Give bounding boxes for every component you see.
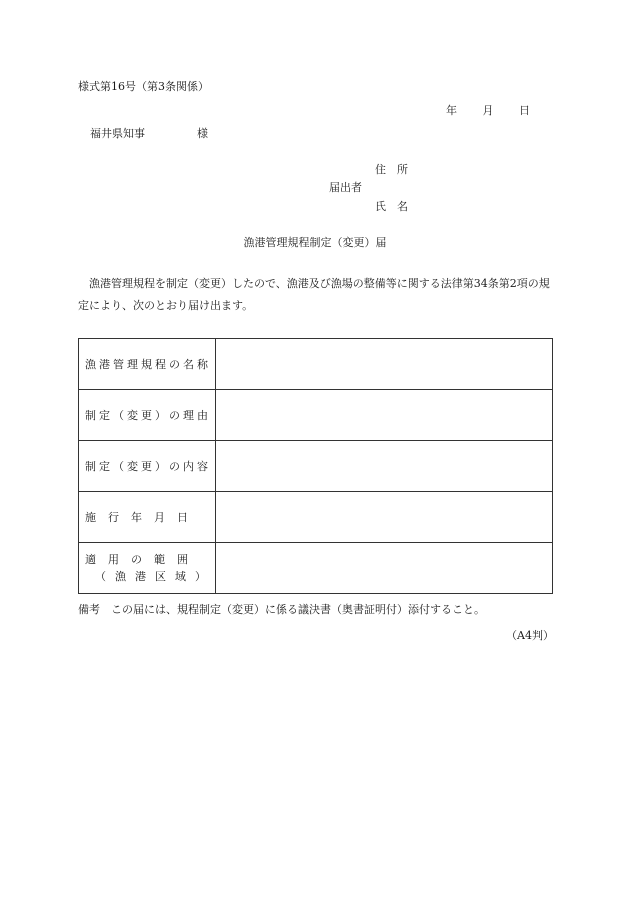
table-value-cell[interactable] xyxy=(216,441,553,492)
table-value-cell[interactable] xyxy=(216,543,553,594)
date-month-label: 月 xyxy=(482,104,494,117)
table-label-cell xyxy=(79,390,216,441)
addressee-honorific: 様 xyxy=(197,127,208,140)
document-title: 漁港管理規程制定（変更）届 xyxy=(243,236,387,249)
form-table xyxy=(78,338,553,594)
table-value-cell[interactable] xyxy=(216,390,553,441)
table-label-cell xyxy=(79,492,216,543)
row-label-reason: 制定（変更）の理由 xyxy=(85,409,211,422)
table-row xyxy=(79,492,553,543)
name-label: 氏 名 xyxy=(375,200,408,213)
addressee-name: 福井県知事 xyxy=(90,127,145,140)
table-row xyxy=(79,339,553,390)
row-label-effective-date: 施行年月日 xyxy=(85,511,200,524)
date-line xyxy=(446,104,530,118)
table-row xyxy=(79,543,553,594)
row-label-name: 漁港管理規程の名称 xyxy=(85,358,211,371)
date-day-label: 日 xyxy=(519,104,530,117)
paper-size-note: （A4判） xyxy=(506,629,554,642)
body-text: 漁港管理規程を制定（変更）したので、漁港及び漁場の整備等に関する法律第34条第2項の規定により、次のとおり届け出ます。 xyxy=(78,277,550,312)
row-label-scope: 適用の範囲 xyxy=(85,553,200,566)
row-label-scope-sub: （漁港区域） xyxy=(95,570,215,583)
remarks-note: 備考 この届には、規程制定（変更）に係る議決書（奥書証明付）添付すること。 xyxy=(78,603,485,616)
applicant-role-label: 届出者 xyxy=(329,181,362,194)
row-label-content: 制定（変更）の内容 xyxy=(85,460,211,473)
table-value-cell[interactable] xyxy=(216,492,553,543)
date-year-label: 年 xyxy=(446,104,457,117)
table-label-cell xyxy=(79,339,216,390)
address-label: 住 所 xyxy=(375,163,408,176)
table-row xyxy=(79,390,553,441)
table-label-cell xyxy=(79,441,216,492)
table-value-cell[interactable] xyxy=(216,339,553,390)
table-row xyxy=(79,441,553,492)
table-label-cell xyxy=(79,543,216,594)
form-number: 様式第16号（第3条関係） xyxy=(78,80,209,93)
